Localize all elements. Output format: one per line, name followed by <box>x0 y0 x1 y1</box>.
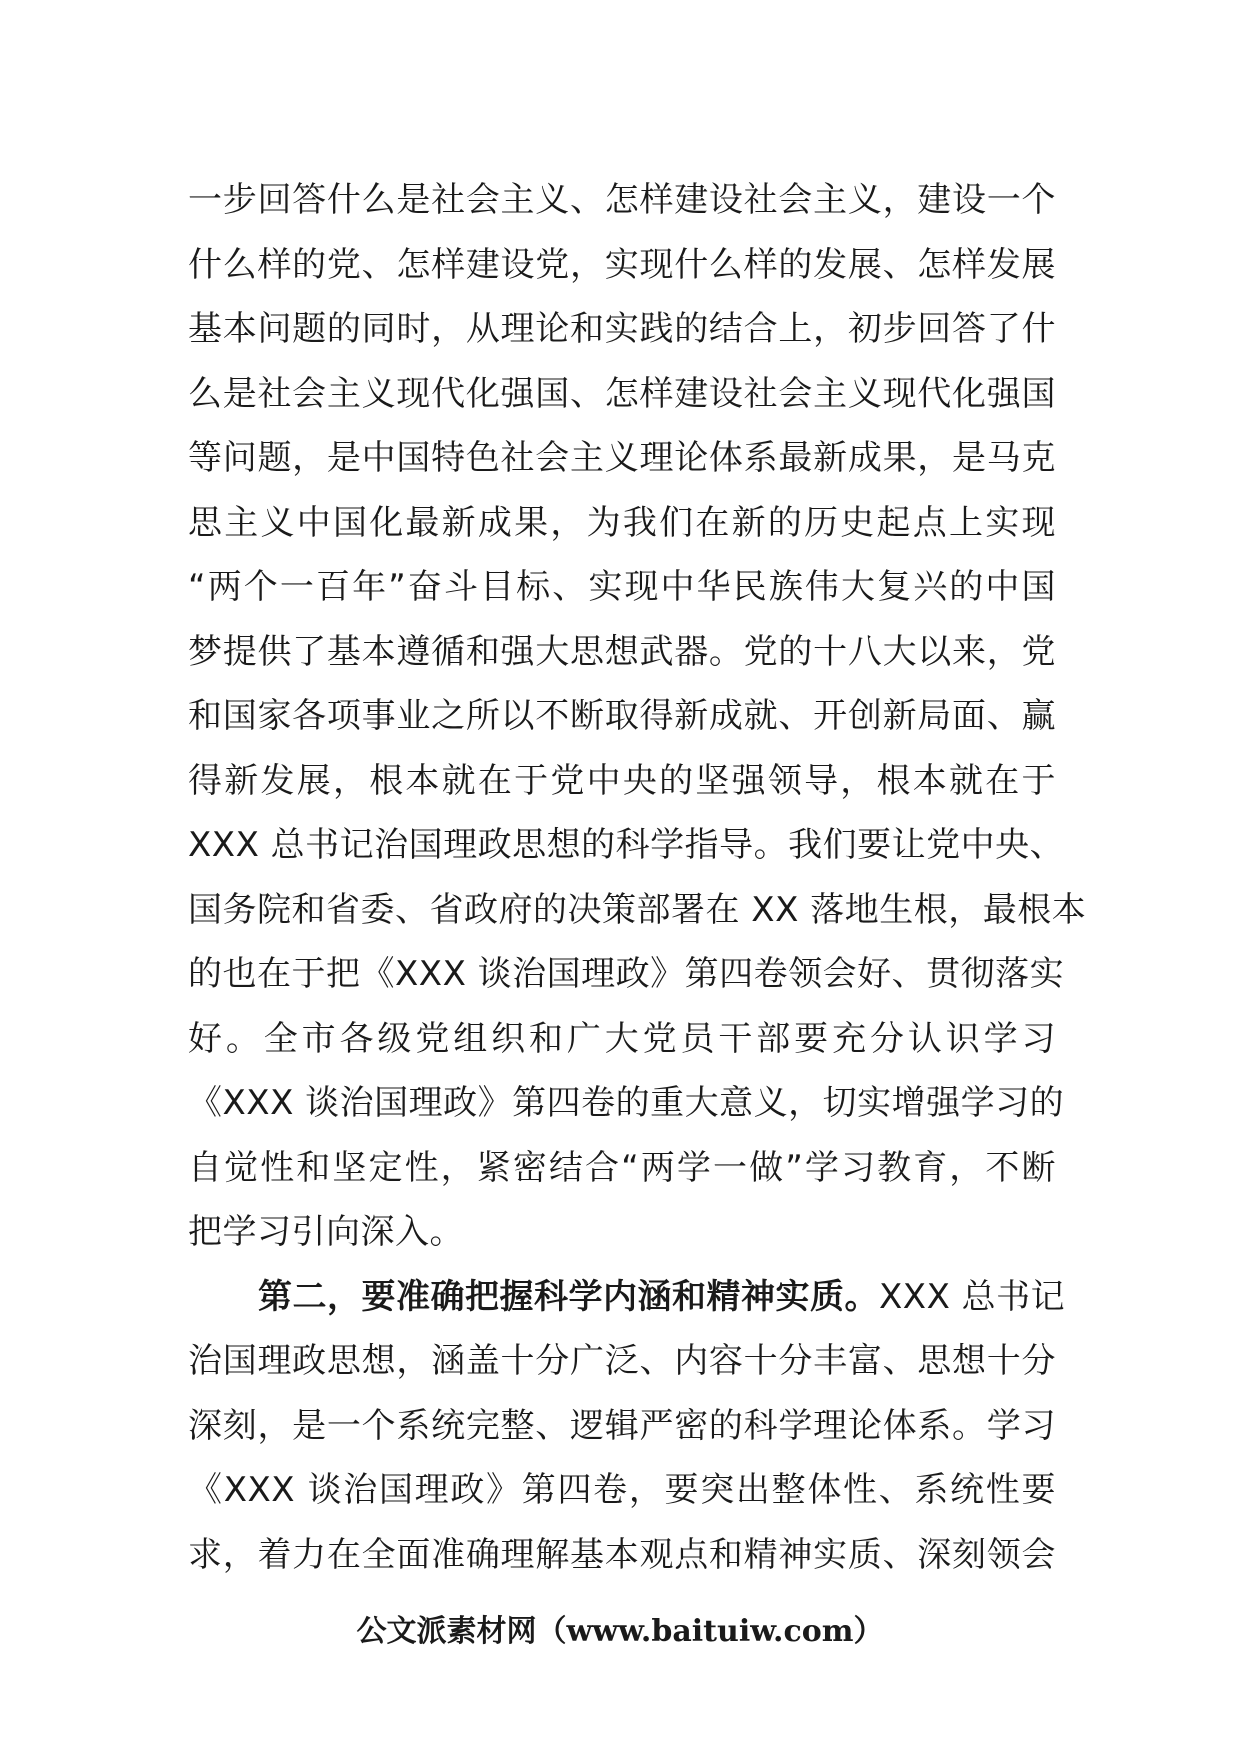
text-line: 一步回答什么是社会主义、怎样建设社会主义，建设一个 <box>188 180 1056 220</box>
watermark-footer <box>0 1606 1240 1650</box>
paragraph-2-first-line <box>188 1265 1066 1330</box>
text-line: 国务院和省委、省政府的决策部署在 XX 落地生根，最根本 <box>188 889 1087 930</box>
text-line: 什么样的党、怎样建设党，实现什么样的发展、怎样发展 <box>188 244 1056 285</box>
text-line: 深刻，是一个系统完整、逻辑严密的科学理论体系。学习 <box>188 1405 1056 1446</box>
text-line: 好。全市各级党组织和广大党员干部要充分认识学习 <box>188 1018 1056 1059</box>
body-text <box>188 168 1087 1587</box>
text-line: 基本问题的同时，从理论和实践的结合上，初步回答了什 <box>188 309 1056 349</box>
text-line: 自觉性和坚定性，紧密结合“两学一做”学习教育，不断 <box>188 1147 1056 1188</box>
text-line: 得新发展，根本就在于党中央的坚强领导，根本就在于 <box>188 760 1056 801</box>
paragraph-2-first-rest: XXX 总书记 <box>879 1276 1066 1317</box>
text-line: 么是社会主义现代化强国、怎样建设社会主义现代化强国 <box>188 373 1056 414</box>
text-line: 梦提供了基本遵循和强大思想武器。党的十八大以来，党 <box>188 631 1056 672</box>
text-line: 《XXX 谈治国理政》第四卷，要突出整体性、系统性要 <box>188 1470 1056 1510</box>
text-line: 等问题，是中国特色社会主义理论体系最新成果，是马克 <box>188 438 1056 478</box>
text-line: 思主义中国化最新成果，为我们在新的历史起点上实现 <box>188 502 1056 543</box>
text-line: 治国理政思想，涵盖十分广泛、内容十分丰富、思想十分 <box>188 1341 1056 1381</box>
footer-site-name: 公文派素材网 <box>356 1614 537 1649</box>
text-line: “两个一百年”奋斗目标、实现中华民族伟大复兴的中国 <box>188 567 1056 607</box>
text-line: 《XXX 谈治国理政》第四卷的重大意义，切实增强学习的 <box>188 1083 1065 1123</box>
paragraph-2-heading: 第二，要准确把握科学内涵和精神实质。 <box>258 1276 879 1317</box>
footer-url: （www.baituiw.com） <box>536 1614 884 1649</box>
text-line: 和国家各项事业之所以不断取得新成就、开创新局面、赢 <box>188 696 1056 736</box>
text-line: XXX 总书记治国理政思想的科学指导。我们要让党中央、 <box>188 825 1065 865</box>
text-line: 把学习引向深入。 <box>188 1212 464 1252</box>
text-line: 的也在于把《XXX 谈治国理政》第四卷领会好、贯彻落实 <box>188 954 1065 994</box>
text-line: 求，着力在全面准确理解基本观点和精神实质、深刻领会 <box>188 1534 1056 1575</box>
